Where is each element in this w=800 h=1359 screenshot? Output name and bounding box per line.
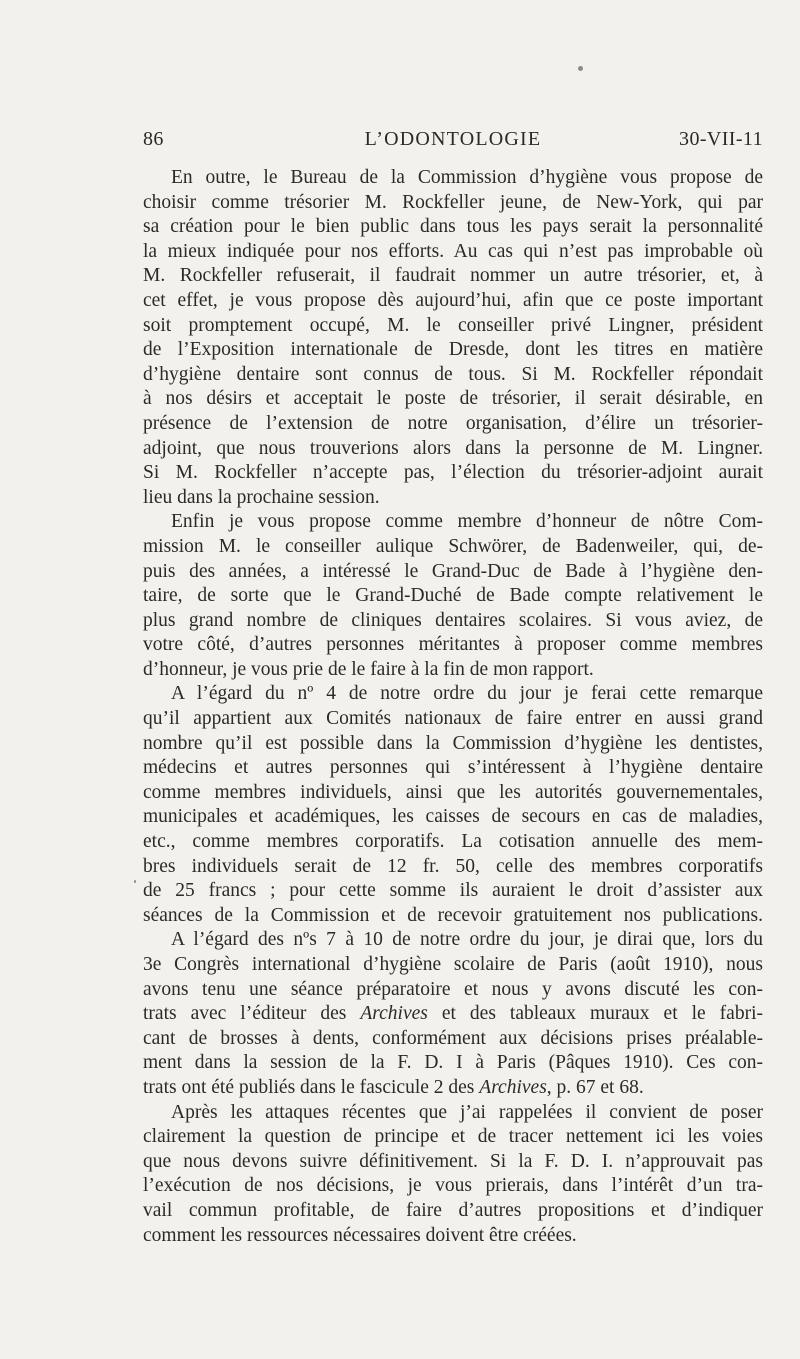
text-line: de l’Exposition internationale de Dresde, dont les titres en matière [143,339,763,361]
page-header [143,128,763,158]
text-line: votre côté, d’autres personnes méritantes à proposer comme membres [143,634,763,656]
text-line: trats ont été publiés dans le fascicule 2 des Archives, p. 67 et 68. [143,1076,644,1098]
text-line: trats avec l’éditeur des Archives et des tableaux muraux et le fabri- [143,1003,763,1025]
text-line: présence de l’extension de notre organisation, d’élire un trésorier- [143,412,763,434]
text-line: etc., comme membres corporatifs. La cotisation annuelle des mem- [143,831,763,853]
text-line: sa création pour le bien public dans tous les pays serait la personnalité [143,216,763,238]
text-line: de 25 francs ; pour cette somme ils auraient le droit d’assister aux [143,880,763,902]
paper-speck [134,880,136,883]
text-line: Enfin je vous propose comme membre d’honneur de nôtre Com- [171,511,763,533]
text-line: nombre qu’il est possible dans la Commission d’hygiène les dentistes, [143,732,763,754]
text-line: soit promptement occupé, M. le conseiller privé Lingner, président [143,314,763,336]
text-line: médecins et autres personnes qui s’intéressent à l’hygiène dentaire [143,757,763,779]
text-line: la mieux indiquée pour nos efforts. Au cas qui n’est pas improbable où [143,240,763,262]
body-text [143,166,763,1248]
text-line: plus grand nombre de cliniques dentaires scolaires. Si vous aviez, de [143,609,763,631]
text-line: bres individuels serait de 12 fr. 50, celle des membres corporatifs [143,855,763,877]
text-line: A l’égard des nºs 7 à 10 de notre ordre du jour, je dirai que, lors du [171,929,763,951]
issue-date: 30-VII-11 [679,128,763,150]
text-line: qu’il appartient aux Comités nationaux de faire entrer en aussi grand [143,708,763,730]
text-line: que nous devons suivre définitivement. Si la F. D. I. n’approuvait pas [143,1150,763,1172]
text-line: cant de brosses à dents, conformément aux décisions prises préalable- [143,1027,763,1049]
text-line: comme membres individuels, ainsi que les autorités gouvernementales, [143,781,763,803]
text-line: séances de la Commission et de recevoir gratuitement nos publications. [143,904,763,926]
text-line: à nos désirs et acceptait le poste de trésorier, il serait désirable, en [143,388,763,410]
text-line: Si M. Rockfeller n’accepte pas, l’élection du trésorier-adjoint aurait [143,462,763,484]
text-line: En outre, le Bureau de la Commission d’hygiène vous propose de [171,167,763,188]
text-line: ment dans la session de la F. D. I à Paris (Pâques 1910). Ces con- [143,1052,763,1074]
running-title: L’ODONTOLOGIE [364,128,542,150]
text-line: clairement la question de principe et de tracer nettement ici les voies [143,1126,763,1148]
text-line: taire, de sorte que le Grand-Duché de Bade compte relativement le [143,585,763,607]
text-line: lieu dans la prochaine session. [143,486,380,508]
text-line: Après les attaques récentes que j’ai rappelées il convient de poser [171,1101,763,1123]
text-line: comment les ressources nécessaires doivent être créées. [143,1224,577,1246]
text-line: municipales et académiques, les caisses de secours en cas de maladies, [143,806,763,828]
text-line: 3e Congrès international d’hygiène scolaire de Paris (août 1910), nous [143,954,763,975]
text-line: l’exécution de nos décisions, je vous prierais, dans l’intérêt d’un tra- [143,1175,763,1197]
text-line: cet effet, je vous propose dès aujourd’hui, afin que ce poste important [143,289,763,311]
text-line: puis des années, a intéressé le Grand-Duc de Bade à l’hygiène den- [143,560,763,582]
text-line: avons tenu une séance préparatoire et nous y avons discuté les con- [143,978,763,1000]
text-line: M. Rockfeller refuserait, il faudrait nommer un autre trésorier, et, à [143,265,763,287]
text-line: vail commun profitable, de faire d’autres propositions et d’indiquer [143,1199,763,1221]
text-line: A l’égard du nº 4 de notre ordre du jour je ferai cette remarque [171,683,763,705]
text-line: mission M. le conseiller aulique Schwörer, de Badenweiler, qui, de- [143,535,763,557]
text-line: choisir comme trésorier M. Rockfeller jeune, de New-York, qui par [143,191,763,213]
text-line: d’hygiène dentaire sont connus de tous. Si M. Rockfeller répondait [143,363,763,385]
page-number: 86 [143,128,164,150]
text-line: adjoint, que nous trouverions alors dans la personne de M. Lingner. [143,437,763,459]
text-line: d’honneur, je vous prie de le faire à la fin de mon rapport. [143,658,594,680]
paper-speck [578,66,583,71]
